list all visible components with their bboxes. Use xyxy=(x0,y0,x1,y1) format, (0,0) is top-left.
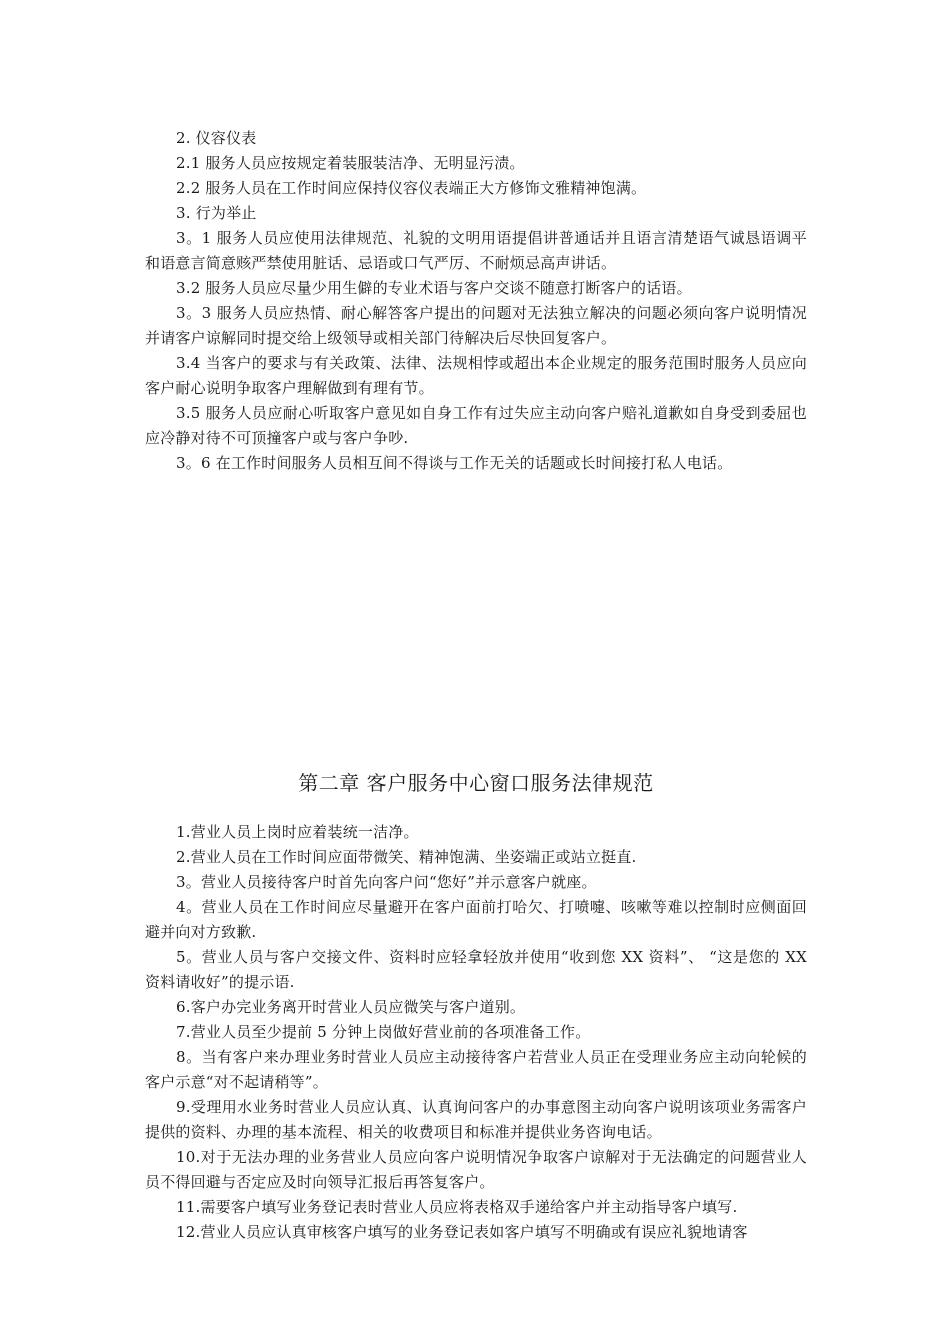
rule-6: 6.客户办完业务离开时营业人员应微笑与客户道别。 xyxy=(176,998,526,1016)
paragraph-2-1: 2.1 服务人员应按规定着装服装洁净、无明显污渍。 xyxy=(176,154,525,172)
rule-11: 11.需要客户填写业务登记表时营业人员应将表格双手递给客户并主动指导客户填写. xyxy=(176,1198,738,1216)
rule-4: 4。营业人员在工作时间应尽量避开在客户面前打哈欠、打喷嚏、咳嗽等难以控制时应侧面回避并向对方致歉. xyxy=(145,898,807,941)
paragraph-2-2: 2.2 服务人员在工作时间应保持仪容仪表端正大方修饰文雅精神饱满。 xyxy=(176,179,647,197)
paragraph-3-6: 3。6 在工作时间服务人员相互间不得谈与工作无关的话题或长时间接打私人电话。 xyxy=(176,454,733,472)
rule-8: 8。当有客户来办理业务时营业人员应主动接待客户若营业人员正在受理业务应主动向轮候的客户示意“对不起请稍等”。 xyxy=(145,1048,807,1091)
section-conduct xyxy=(145,126,807,476)
paragraph-3-5: 3.5 服务人员应耐心听取客户意见如自身工作有过失应主动向客户赔礼道歉如自身受到委屈也应冷静对待不可顶撞客户或与客户争吵. xyxy=(145,404,807,447)
section-window-service xyxy=(145,820,807,1245)
rule-3: 3。营业人员接待客户时首先向客户问“您好”并示意客户就座。 xyxy=(176,873,597,891)
heading-behavior: 3. 行为举止 xyxy=(176,204,257,222)
rule-9: 9.受理用水业务时营业人员应认真、认真询问客户的办事意图主动向客户说明该项业务需客户提供的资料、办理的基本流程、相关的收费项目和标准并提供业务咨询电话。 xyxy=(145,1098,807,1141)
rule-10: 10.对于无法办理的业务营业人员应向客户说明情况争取客户谅解对于无法确定的问题营业人员不得回避与否定应及时向领导汇报后再答复客户。 xyxy=(145,1148,807,1191)
paragraph-3-4: 3.4 当客户的要求与有关政策、法律、法规相悖或超出本企业规定的服务范围时服务人员应向客户耐心说明争取客户理解做到有理有节。 xyxy=(145,354,807,397)
rule-7: 7.营业人员至少提前 5 分钟上岗做好营业前的各项准备工作。 xyxy=(176,1023,591,1041)
paragraph-3-2: 3.2 服务人员应尽量少用生僻的专业术语与客户交谈不随意打断客户的话语。 xyxy=(176,279,692,297)
paragraph-3-1: 3。1 服务人员应使用法律规范、礼貌的文明用语提倡讲普通话并且语言清楚语气诚恳语调平和语意言简意赅严禁使用脏话、忌语或口气严厉、不耐烦忌高声讲话。 xyxy=(145,229,807,272)
chapter-title: 第二章 客户服务中心窗口服务法律规范 xyxy=(298,771,654,795)
rule-2: 2.营业人员在工作时间应面带微笑、精神饱满、坐姿端正或站立挺直. xyxy=(176,848,637,866)
rule-5: 5。营业人员与客户交接文件、资料时应轻拿轻放并使用“收到您 XX 资料”、 “这是您的 XX 资料请收好”的提示语. xyxy=(145,948,807,991)
heading-appearance: 2. 仪容仪表 xyxy=(176,129,257,147)
rule-12: 12.营业人员应认真审核客户填写的业务登记表如客户填写不明确或有误应礼貌地请客 xyxy=(176,1223,748,1241)
rule-1: 1.营业人员上岗时应着装统一洁净。 xyxy=(176,823,419,841)
paragraph-3-3: 3。3 服务人员应热情、耐心解答客户提出的问题对无法独立解决的问题必须向客户说明情况并请客户谅解同时提交给上级领导或相关部门待解决后尽快回复客户。 xyxy=(145,304,807,347)
